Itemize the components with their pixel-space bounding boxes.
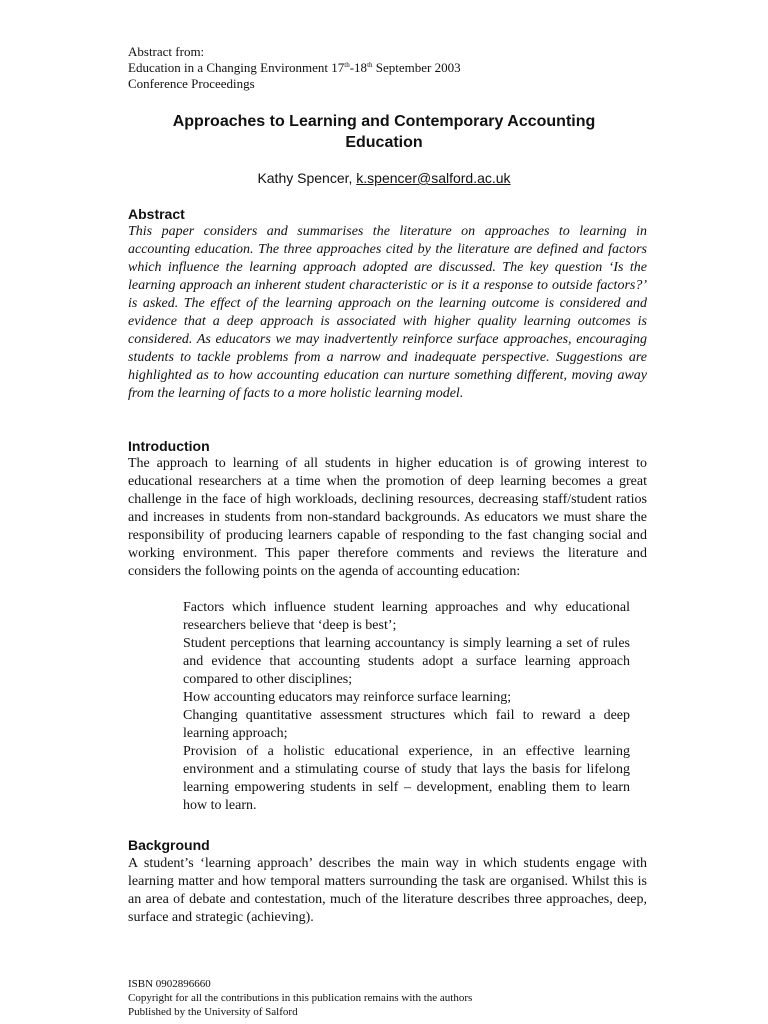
list-item: Factors which influence student learning approaches and why educational researchers believe that ‘deep is best’; [183,600,630,633]
abstract-text: This paper considers and summarises the literature on approaches to learning in accounting education. The three approaches cited by the literature are defined and factors which influence the learning approach adopted are discussed. The key question ‘Is the learning approach an inherent student characteristic or is it a response to outside factors?’ is asked. The effect of the learning approach on the learning outcome is considered and evidence that a deep approach is associated with higher quality learning outcomes is considered. As educators we may inadvertently reinforce surface approaches, encouraging students to tackle problems from a narrow and inadequate perspective. Suggestions are highlighted as to how accounting education can nurture something different, moving away from the learning of facts to a more holistic learning model. [128,224,647,401]
footer-copyright: Copyright for all the contributions in this publication remains with the authors [128,992,473,1004]
header-date-dash: -18 [349,60,368,75]
background-heading: Background [128,837,210,853]
background-text: A student’s ‘learning approach’ describes the main way in which students engage with learning matter and how temporal matters surrounding the task are organised. Whilst this is an area of debate and contestation, much of the literature describes three approaches, deep, surface and strategic (achieving). [128,856,647,925]
abstract-heading: Abstract [128,206,185,222]
footer-isbn: ISBN 0902896660 [128,978,211,990]
author-line [128,170,640,186]
header-conference-name: Education in a Changing Environment 17 [128,60,345,75]
source-header [128,44,461,92]
footer-publisher: Published by the University of Salford [128,1006,298,1018]
header-month-year: September 2003 [372,60,461,75]
agenda-points-list [183,599,630,815]
header-sup-1: th [344,61,350,69]
introduction-text: The approach to learning of all students in higher education is of growing interest to educational researchers at a time when the promotion of deep learning becomes a great challenge in the face of high workloads, declining resources, decreasing staff/student ratios and increases in students from non-standard backgrounds. As educators we must share the responsibility of producing learners capable of responding to the fast changing social and working environment. This paper therefore comments and reviews the literature and considers the following points on the agenda of accounting education: [128,456,647,579]
header-line-abstract-from: Abstract from: [128,44,205,59]
introduction-heading: Introduction [128,438,210,454]
publication-footer [128,977,472,1019]
list-item: How accounting educators may reinforce surface learning; [183,690,512,705]
header-line-conference [128,60,461,76]
header-sup-2: th [367,61,373,69]
author-email-link[interactable]: k.spencer@salford.ac.uk [356,170,511,186]
list-item: Provision of a holistic educational experience, in an effective learning environment and a stimulating course of study that lays the basis for lifelong learning empowering students in self – development, enabling them to learn how to learn. [183,744,630,813]
paper-title: Approaches to Learning and Contemporary Accounting Education [172,113,596,151]
header-line-proceedings: Conference Proceedings [128,76,255,91]
list-item: Changing quantitative assessment structures which fail to reward a deep learning approach; [183,708,630,741]
list-item: Student perceptions that learning accountancy is simply learning a set of rules and evidence that accounting students adopt a surface learning approach compared to other disciplines; [183,636,630,687]
author-name: Kathy Spencer, [257,170,357,186]
